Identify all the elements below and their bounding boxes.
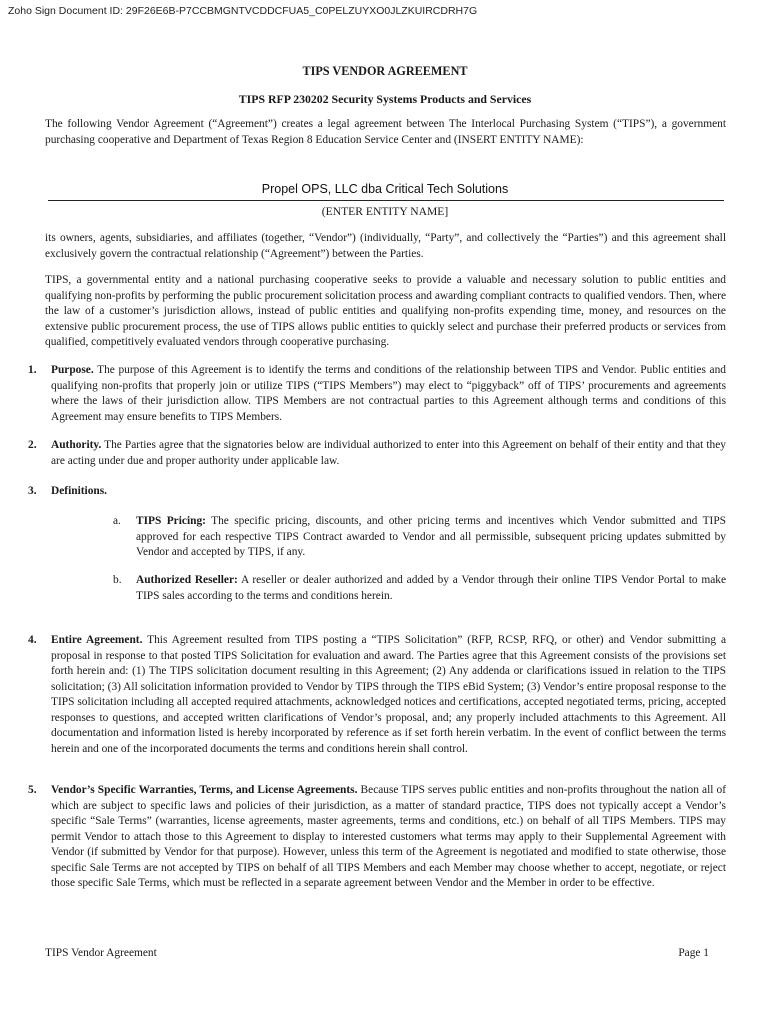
footer-document-name: TIPS Vendor Agreement (45, 947, 157, 959)
section-number: 4. (28, 634, 37, 646)
section-entire-agreement (28, 633, 726, 757)
section-purpose (28, 363, 726, 425)
entity-name-field: Propel OPS, LLC dba Critical Tech Solutions (261, 182, 509, 196)
definition-tips-pricing (113, 514, 726, 561)
footer-page-number: Page 1 (678, 947, 709, 959)
section-heading: Definitions. (51, 485, 108, 497)
section-heading: Purpose. (51, 364, 94, 376)
definition-term: Authorized Reseller: (136, 574, 238, 586)
section-number: 1. (28, 364, 37, 376)
section-text: Because TIPS serves public entities and non-profits throughout the nation all of which are subject to specific laws and policies of their jurisdiction, as a matter of standard practice, TIPS does not typically accept a Vendor’s specific “Sale Terms” (warranties, license agreements, master agreements, terms and conditions, etc.) on behalf of all TIPS Members. TIPS may permit Vendor to attach those to this Agreement to display to interested customers what terms may apply to their Supplemental Agreement with Vendor (if submitted by Vendor for that purpose). However, unless this term of the Agreement is negotiated and modified to state otherwise, those specific Sale Terms are not accepted by TIPS on behalf of all TIPS Members and each Member may choose whether to accept, negotiate, or reject those specific Sale Terms, which must be reflected in a separate agreement between Vendor and the Member in order to be effective. (51, 784, 726, 889)
definition-text: A reseller or dealer authorized and added by a Vendor through their online TIPS Vendor Portal to make TIPS sales according to the terms and conditions herein. (136, 574, 726, 602)
definition-authorized-reseller (113, 573, 726, 604)
background-paragraph: TIPS, a governmental entity and a national purchasing cooperative seeks to provide a valuable and necessary solution to public entities and qualifying non-profits by performing the public procurement solicitation process and awarding compliant contracts to qualified vendors. Then, where the law of a customer’s jurisdiction allows, instead of public entities and qualifying non-profits expending time, money, and resources on the extensive public procurement process, the use of TIPS allows public entities to quickly select and purchase their preferred products or services from qualified, competitively evaluated vendors through cooperative purchasing. (45, 274, 726, 348)
section-text: The purpose of this Agreement is to identify the terms and conditions of the relationship between TIPS and Vendor. Public entities and qualifying non-profits that properly join or utilize TIPS (“TIPS Members”) may elect to “piggyback” off of TIPS’ procurements and agreements where the laws of their jurisdiction allow. TIPS Members are not contractual parties to this Agreement although terms and conditions of this Agreement may ensure benefits to TIPS Members. (51, 364, 726, 423)
section-heading: Authority. (51, 439, 102, 451)
definition-letter: a. (113, 515, 121, 527)
section-heading: Vendor’s Specific Warranties, Terms, and License Agreements. (51, 784, 358, 796)
section-number: 5. (28, 784, 37, 796)
section-heading: Entire Agreement. (51, 634, 143, 646)
definition-letter: b. (113, 574, 122, 586)
document-subtitle: TIPS RFP 230202 Security Systems Products and Services (238, 92, 532, 106)
definition-text: The specific pricing, discounts, and other pricing terms and incentives which Vendor submitted and TIPS approved for each respective TIPS Contract awarded to Vendor and all permissible, subsequent pricing updates submitted by Vendor and accepted by TIPS, if any. (136, 515, 726, 558)
section-vendor-warranties (28, 783, 726, 892)
document-id-header: Zoho Sign Document ID: 29F26E6B-P7CCBMGNTVCDDCFUA5_C0PELZUYXO0JLZKUIRCDRH7G (8, 5, 478, 17)
entity-name-underline (48, 200, 724, 201)
section-text: The Parties agree that the signatories below are individual authorized to enter into this Agreement on behalf of their entity and that they are acting under due and proper authority under applicable law. (51, 439, 726, 467)
document-title: TIPS VENDOR AGREEMENT (302, 64, 468, 78)
intro-paragraph: The following Vendor Agreement (“Agreement”) creates a legal agreement between The Interlocal Purchasing System (“TIPS”), a government purchasing cooperative and Department of Texas Region 8 Education Service Center and (INSERT ENTITY NAME): (45, 118, 726, 146)
section-definitions (28, 484, 726, 500)
section-number: 2. (28, 439, 37, 451)
definition-term: TIPS Pricing: (136, 515, 206, 527)
section-text: This Agreement resulted from TIPS posting a “TIPS Solicitation” (RFP, RCSP, RFQ, or other) and Vendor submitting a proposal in response to that posted TIPS Solicitation for evaluation and award. The Parties agree that this Agreement consists of the provisions set forth herein and: (1) The TIPS solicitation document resulting in this Agreement; (2) Any addenda or clarifications issued in relation to the TIPS solicitation; (3) All solicitation information provided to Vendor by TIPS through the TIPS eBid System; (3) Vendor’s entire proposal response to the TIPS solicitation including all accepted required attachments, acknowledged notices and certifications, accepted negotiated terms, pricing, accepted responses to questions, and accepted written clarifications of Vendor’s proposal, and; any properly included attachments to this Agreement. All documentation and information listed is hereby incorporated by reference as if set forth herein verbatim. In the event of conflict between the terms herein and one of the incorporated documents the terms and conditions herein shall control. (51, 634, 726, 755)
entity-name-caption: (ENTER ENTITY NAME] (321, 205, 449, 218)
section-authority (28, 438, 726, 469)
parties-paragraph: its owners, agents, subsidiaries, and affiliates (together, “Vendor”) (individually, “Party”, and collectively the “Parties”) and this agreement shall exclusively govern the contractual relationship (“Agreement”) between the Parties. (45, 232, 726, 260)
section-number: 3. (28, 485, 37, 497)
